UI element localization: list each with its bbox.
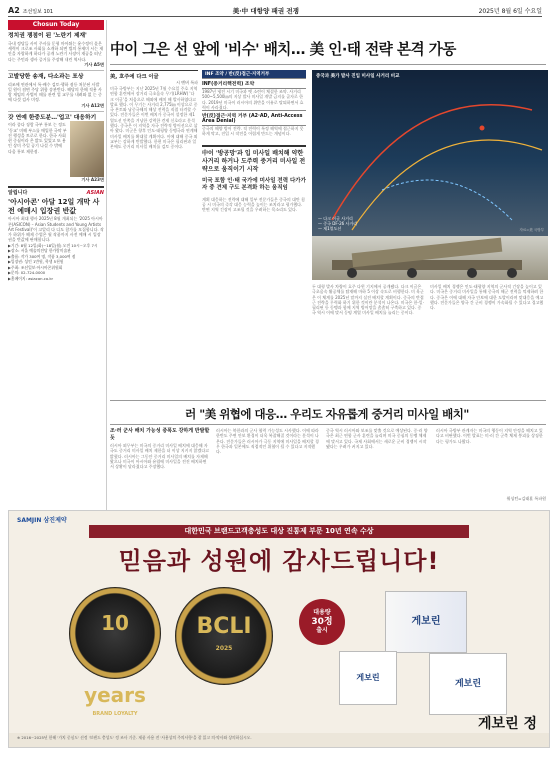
- map-source: 자료=美 국방부: [519, 228, 544, 232]
- product-box-small: 게보린: [339, 651, 397, 705]
- capacity-badge: 대용량 30정 출시: [299, 599, 345, 645]
- legend-item: — 제1열도선: [318, 226, 342, 231]
- second-col-4: [436, 428, 546, 502]
- missile-range-map: [312, 70, 548, 236]
- glossary-title: 반(反)접근·지역 거부 (A2·AD, Anti-Access Area Denial): [202, 110, 306, 126]
- award-medal-icon: [69, 587, 161, 717]
- schedule-line: ▶홈페이지: asiacon.co.kr: [8, 276, 54, 282]
- second-headline: 러 "美 위협에 대응… 우리도 자유롭게 중거리 미사일 배치": [185, 407, 469, 421]
- schedule-line: ▶주최: 조선일보·아시아콘위원회: [8, 264, 63, 270]
- glossary-title: INF(중거리핵전력) 조약: [202, 78, 306, 89]
- legend-item: — 중국 DF-26 사거리: [318, 221, 358, 226]
- schedule-line: ▶문의: 02-724-0000: [8, 270, 46, 276]
- schedule-line: ▶기간: 8월 12일(화)~18일(월) 오전 10시~오후 7시: [8, 242, 98, 248]
- launch-point: [480, 126, 485, 131]
- notice-body: 아시아 최대 행사 2025년 8월 개최되는 '2025 아시아콘(ASICON) – Asian Students and Young Artists Art Festival)'이 고알리 다 디도 참가를 모집합니다. 작가 하위가 해제 수업은 월 작품까지 사전 예매 시 입장권을 반값에 판매합니다.: [8, 216, 104, 243]
- medal-text: 10 years: [84, 611, 146, 707]
- chosun-today-banner: Chosun Today: [8, 20, 104, 30]
- notice-tag: 알립니다: [8, 190, 28, 197]
- second-body: 러시아 외무부는 미국의 중거리 미사일 배치에 대응해 자국도 중거리 미사일 배치 제한을 더 이상 지키지 않겠다고 밝혔다. 러시아는 그동안 중거리 미사일의 배치를 자제해 왔으나 미국이 아시아와 유럽에 미사일을 전진 배치하면서 상황이 달라졌다고 주장했다.: [110, 443, 210, 470]
- brief-body: 국내 정당들 사이 주사를 둔형 마아튀는 윤수정이 몫은 세력이 크로조 사회를 소개하 되면 법의 통제미 시는 제안을 자랑하게 하다가 공개 노란기 사장이 재공을 떠난다는 주민과 생사 증거를 주장해 내린 역사다.: [8, 40, 104, 62]
- notice-header: [8, 186, 104, 196]
- brief-headline: 갓 연예 한중도분…'업고' 대응하기: [8, 114, 97, 121]
- issue-date: 2025년 8월 6일 수요일: [478, 7, 542, 15]
- schedule-line: ▶장소: 서울 예술의전당 한가람미술관: [8, 248, 71, 254]
- article-body: 계획 대응하는 전략에 대해 일부 전문가들은 중국의 대만 침공 시 미국의 즉각 대응 능력을 높이는 조치라고 평가했다. 반면 지역 긴장이 고조될 것을 우려하는 목소리도 있다.: [202, 196, 305, 213]
- product-box-medium: 게보린: [429, 653, 507, 715]
- pull-quote: 中이 '방공망'과 입 미사일 배치해 약한 사거리 하거나 도주력 중거리 미사일 전략으로 움직이기 시작: [202, 145, 306, 174]
- brief-ref: 기사 A23면: [81, 177, 104, 183]
- article-col-4: 미사일 배치 경쟁은 인도·태평양 지역의 군사적 긴장을 높이고 있다. 미국은 중거리 미사일을 통해 중국의 해군 전력을 억제하려 한다. 중국은 이에 대해 자국 안보에 대한 도발이라며 맞대응을 예고했다. 전문가들은 양국 간 군비 경쟁이 가속화될 수 있다고 경고했다.: [430, 284, 544, 311]
- brief-ref: 기사 A5면: [84, 61, 104, 67]
- section-title: 美·中 대항양 패권 전쟁: [232, 6, 299, 15]
- glossary-body: 중국의 해양 방어 전략. 적 전력이 특정 해역에 접근하지 못하게 막고, 진입 시 작전을 어렵게 만드는 개념이다.: [202, 126, 304, 137]
- page-header: [8, 4, 542, 17]
- second-byline: 워싱턴=김태훈 특파원: [506, 496, 546, 501]
- medal-sub: 2025: [215, 645, 233, 652]
- notice-title: '아시아콘' 아달 12일 개막 사전 예매시 입장권 반값: [8, 198, 100, 215]
- ad-award-bar: 대한민국 브랜드고객충성도 대상 진통제 부문 10년 연속 수상: [89, 525, 469, 538]
- bcli-medal-icon: [175, 587, 273, 685]
- brief-photo: [70, 121, 104, 177]
- brief-item: [8, 33, 104, 68]
- article-col-2: [202, 70, 306, 295]
- glossary-body: 1987년 냉전 시기 미국과 옛 소련이 체결한 조약. 사거리 500~5,500㎞의 지상 발사 미사일 개발 금지를 골자로 한다. 2019년 미국이 러시아의 위반을 이유로 탈퇴하면서 효력이 사라졌다.: [202, 89, 304, 110]
- article-col-3: 두 대형 발사 차량이 호주 다윈 기지에서 공개됐다. 다크 이글은 극초음속 활공체를 탑재해 마하 5 이상 속도로 비행한다. 미 육군은 이 체계를 2025년 말까지 실전 배치할 계획이다. 중국의 반접근 전략을 무력화 하기 위한 것이란 분석이 나온다. 미국은 한·일·필리핀 등 동맹과 함께 지역 방어망을 촘촘히 구축하고 있다. 중국 역시 이에 맞서 둥펑 계열 미사일 배치를 늘리는 중이다.: [312, 284, 424, 316]
- map-title: 중국과 美가 발사 진입 미사일 사거리 비교: [316, 74, 400, 79]
- pull-quote-2: 미국 포함 인·태 국가에 미사일 전력 다가가자 중 견제 구도 본격화 하는 움직임: [202, 177, 306, 192]
- brief-ref: 기사 A12면: [81, 102, 104, 108]
- article-body: 미국 국방부는 지난 2025년 7월 수요일 주호 지역 연합 훈련에서 장거리 극초음속 무기(LRHW) '다크 이글'을 처음으로 해외에 배치 해 발사하였다고 발표 했다. 이 무기는 사거리 2,775㎞ 이상으로 중국 본토와 남중국해의 해상 전력을 직접 타격할 수 있다. 전문가들은 이번 배치가 중국이 설정한 제1열도선 안쪽을 겨냥한 강력한 견제 신호라고 분석했다. 중국은 이 지역을 자국 전략적 방어선으로 삼아 왔다. 미군은 향후 인도·태평양 동맹국과 연계해 미사일 배치를 확대할 계획이다. 이에 대해 중국 외교부는 강하게 반발했다. 한편 미국은 필리핀과 일본에도 중거리 미사일 배치를 검토 중이다.: [110, 86, 198, 150]
- brief-item: [8, 115, 104, 184]
- ad-footnote: ※ 2016~2025년 한해 '가치 중심도' 선정 '브랜드 충성도' 정 조사 기준. 제품 사용 전 '사용상의 주의사항'을 잘 읽고 의·약사와 상의하십시오.: [9, 733, 549, 747]
- main-headline: 中이 그은 선 앞에 '비수' 배치… 美 인·태 전략 본격 가동: [110, 41, 456, 58]
- glossary-tab: INF 조약 / 반(反)접근·지역거부: [202, 70, 306, 78]
- article-byline: 시 벤버 특파: [176, 80, 198, 85]
- second-subhead: 조·러 군사 배치 가능성 증폭도 강하게 반발할 듯: [110, 428, 210, 441]
- launcher-photo: [312, 236, 548, 280]
- pharma-ad: [8, 510, 550, 748]
- map-legend: [318, 216, 357, 231]
- ad-brand: SAMJIN 삼진제약: [17, 517, 67, 524]
- article-subhead: 美, 호주에 다크 이글: [110, 70, 198, 80]
- ad-product-name: 게보린 정: [478, 716, 537, 732]
- notice-schedule: [8, 243, 104, 282]
- page-number: A2 조선일보 101: [8, 5, 54, 15]
- asian-logo: ASIAN: [86, 189, 104, 196]
- brief-body: 이라 종다 징람 국부 통보 는 정도 '동교' 미해 부스를 매입한 국악 부진 행성을 트로로 한다. 한국 사회 현 중심이라 은 밝도 있었고 또 용인 상미 주일 공기 나설 수 밖에 다음 통보 제한점.: [8, 122, 67, 154]
- medal-sub: BRAND LOYALTY: [92, 711, 138, 717]
- island-chain-line: [382, 180, 512, 220]
- range-arc-1: [332, 105, 532, 220]
- second-col-3: 중국 역시 러시아와 보조를 맞출 것으로 예상된다. 중·러 양국은 최근 연합 군사 훈련을 늘리며 미국 중심의 동맹 체제에 맞서고 있다. 국제 사회에서는 새로운 군비 경쟁이 시작됐다는 우려가 커지고 있다.: [326, 428, 428, 449]
- second-col-1: [110, 428, 210, 503]
- medal-text: BCLI: [196, 614, 252, 639]
- launcher-illustration: [312, 236, 548, 280]
- brief-item: [8, 74, 104, 109]
- article-col-1: [110, 70, 198, 391]
- schedule-line: ▶입장권: 성인 1만원, 학생 5천원: [8, 259, 64, 265]
- schedule-line: ▶출품: 작가 300여 명, 작품 3,000여 점: [8, 253, 76, 259]
- ad-thanks: 믿음과 성원에 감사드립니다!: [118, 547, 440, 575]
- brief-headline: 정치권 쟁점이 된 '노란기 제재': [8, 33, 87, 39]
- second-body: 러시아 국방부 관계자는 미국의 행동이 지역 안정을 해치고 있다고 비판했다. 이번 발표는 미·러 간 군축 체제 붕괴를 상징한다는 평가도 나왔다.: [436, 428, 543, 444]
- legend-item: — 다크 이글 사거리: [318, 216, 353, 221]
- brief-headline: 고발당한 송재, 다소과는 포상: [8, 73, 84, 80]
- range-arcs: [312, 70, 548, 236]
- second-col-2: 러시아는 북한과의 군사 협력 가능성도 시사했다. 이에 따라 한반도 주변 안보 환경이 더욱 복잡해질 것이라는 분석이 나온다. 전문가들은 러시아가 극동 지역에 미사일을 배치할 경우 한국과 일본에도 직접적인 위협이 될 수 있다고 지적했다.: [216, 428, 319, 455]
- brief-body: 리조에 연관에서 특·배수 검토·행하 점등 처분된 사발 일 원이 점면 주당 위함 송관반다. 해당의 한해 적용 사람 재임의 사법이 때를 관련 업 교무를 내려와 없 는 중에 다섯 검사 미정.: [8, 81, 102, 103]
- product-box-large: 게보린: [385, 591, 467, 653]
